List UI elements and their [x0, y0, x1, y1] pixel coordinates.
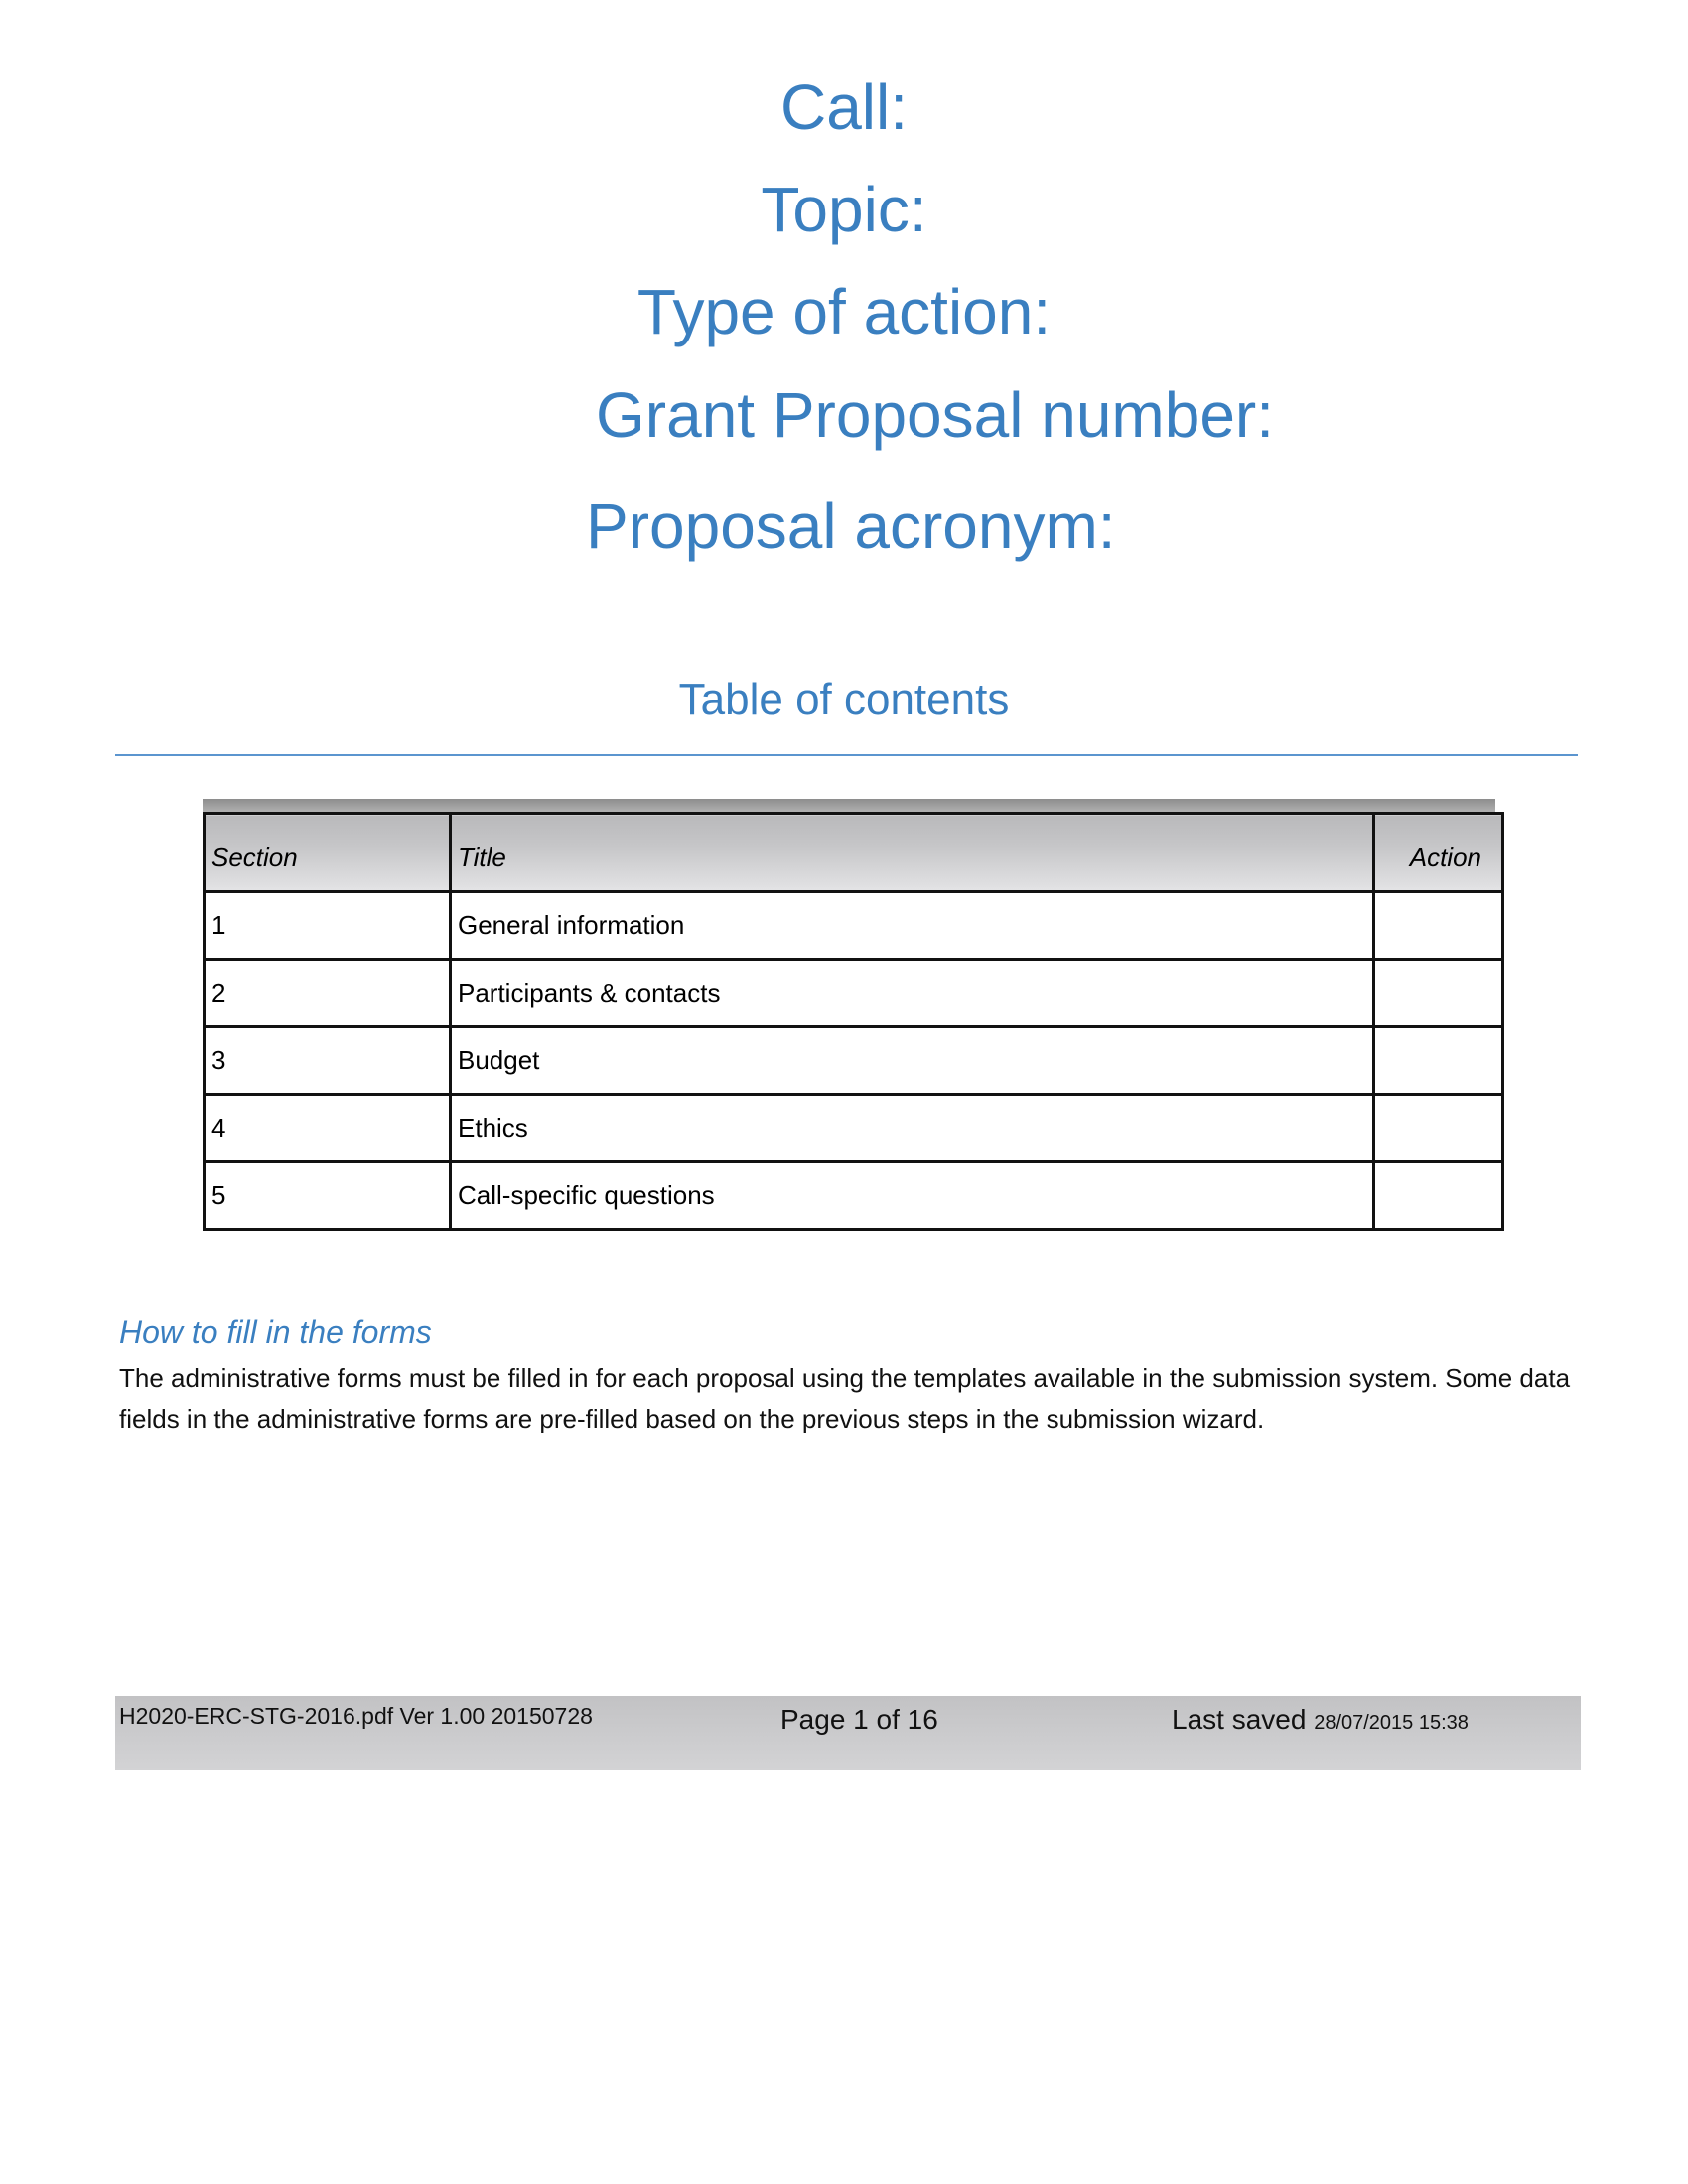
call-heading: Call:: [779, 71, 909, 143]
section-title-link[interactable]: Call-specific questions: [451, 1162, 1374, 1230]
section-number: 4: [205, 1095, 451, 1162]
toc-table: [203, 812, 1504, 1231]
table-row: [205, 1095, 1503, 1162]
action-cell[interactable]: [1374, 892, 1503, 960]
action-column-header: Action: [1374, 814, 1503, 892]
action-cell[interactable]: [1374, 960, 1503, 1027]
table-row: [205, 892, 1503, 960]
last-saved-date: 28/07/2015 15:38: [1314, 1712, 1469, 1734]
how-to-fill-text: The administrative forms must be filled in for each proposal using the templates available in the submission system. Some data fields in the administrative forms are pre-filled based on the previous steps in the submission wizard.: [119, 1363, 1571, 1433]
toc-table-topbar: [203, 799, 1495, 812]
footer-page-number: Page 1 of 16: [780, 1705, 938, 1735]
grant-proposal-number-heading: Grant Proposal number:: [596, 379, 1274, 451]
section-title-link[interactable]: Budget: [451, 1027, 1374, 1095]
topic-heading: Topic:: [761, 174, 927, 245]
how-to-fill-title: How to fill in the forms: [119, 1314, 432, 1350]
section-number: 3: [205, 1027, 451, 1095]
action-cell[interactable]: [1374, 1162, 1503, 1230]
footer-file-version: H2020-ERC-STG-2016.pdf Ver 1.00 20150728: [119, 1704, 593, 1729]
section-number: 5: [205, 1162, 451, 1230]
section-title-link[interactable]: Ethics: [451, 1095, 1374, 1162]
section-number: 1: [205, 892, 451, 960]
page-footer: [115, 1696, 1581, 1770]
table-row: [205, 960, 1503, 1027]
section-number: 2: [205, 960, 451, 1027]
title-column-header: Title: [451, 814, 1374, 892]
proposal-acronym-heading: Proposal acronym:: [586, 490, 1116, 562]
action-cell[interactable]: [1374, 1095, 1503, 1162]
section-title-link[interactable]: General information: [451, 892, 1374, 960]
section-title-link[interactable]: Participants & contacts: [451, 960, 1374, 1027]
last-saved-label: Last saved: [1172, 1705, 1307, 1735]
toc-divider: [115, 754, 1578, 756]
toc-table-container: [203, 799, 1501, 1231]
section-column-header: Section: [205, 814, 451, 892]
table-row: [205, 1162, 1503, 1230]
footer-last-saved: [1172, 1705, 1469, 1736]
toc-header-row: [205, 814, 1503, 892]
table-row: [205, 1027, 1503, 1095]
action-cell[interactable]: [1374, 1027, 1503, 1095]
type-of-action-heading: Type of action:: [636, 276, 1052, 347]
toc-title: Table of contents: [678, 675, 1010, 724]
